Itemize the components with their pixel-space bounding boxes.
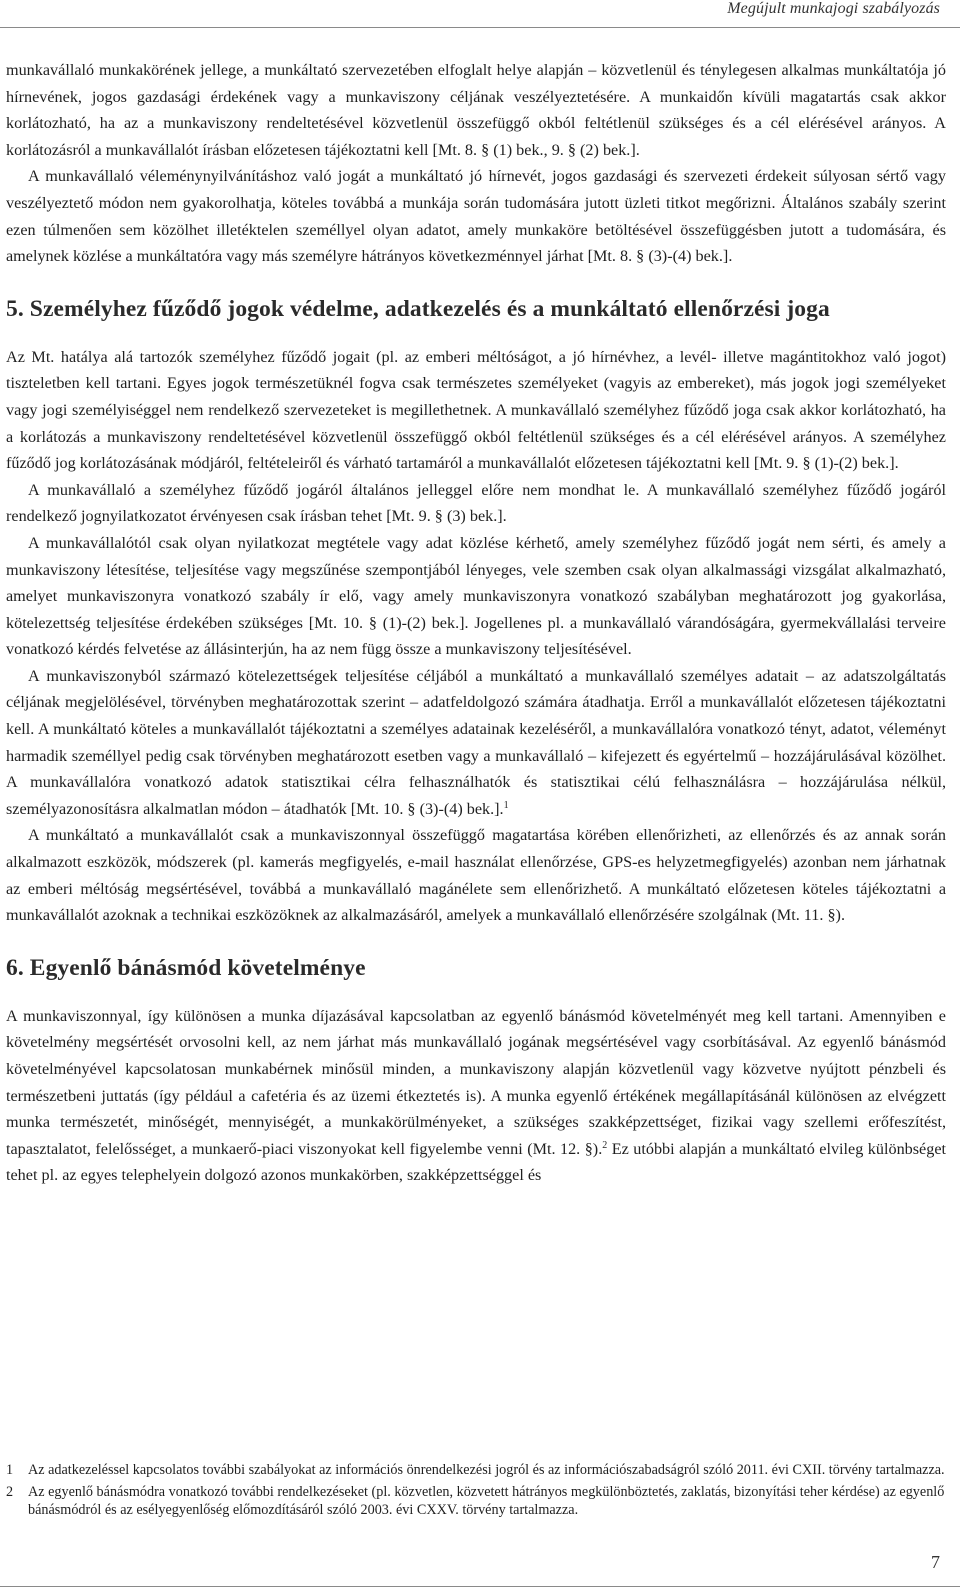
paragraph-equal-treatment-text: A munkaviszonnyal, így különösen a munka díjazásával kapcsolatban az egyenlő bánásmód követelményét meg kell tartani. Amennyiben e követelmény megsértését orvosolni kell, az nem járhat más munkavállaló jogának megsértésével vagy csorbításával. Az egyenlő bánásmód követelményével kapcsolatosan munkabérnek minősül minden, a munkaviszony alapján közvetlenül vagy közvetve nyújtott pénzbeli és természetbeni juttatás (így például a cafetéria és az üzemi étkeztetés is). A munka egyenlő értékének megállapításánál különösen az elvégzett munka természetét, minőségét, mennyiségét, a munkakörülményeket, a szükséges szakképzettséget, fizikai vagy szellemi erőfeszítést, tapasztalatot, felelősséget, a munkaerő-piaci viszonyokat kell figyelembe venni (Mt. 12. §). bbox=[6, 1006, 946, 1158]
paragraph-expression-rights: A munkavállaló véleménynyilvánításhoz való jogát a munkáltató jó hírnevét, jogos gazdasági és szervezeti érdekeit súlyosan sértő vagy veszélyeztető módon nem gyakorolhatja, köteles továbbá a munkája során tudomására jutott üzleti titkot megőrizni. Általános szabály szerint ezen túlmenően sem közölhet illetéktelen személlyel olyan adatot, amely munkaköre betöltésével összefüggésben jutott a tudomására, és amelynek közlése a munkáltatóra vagy más személyre hátrányos következménnyel járhat [Mt. 8. § (3)-(4) bek.]. bbox=[6, 167, 946, 266]
body-text bbox=[6, 57, 946, 1189]
section-5-heading: 5. Személyhez fűződő jogok védelme, adatkezelés és a munkáltató ellenőrzési joga bbox=[6, 295, 830, 322]
paragraph-continued: munkavállaló munkakörének jellege, a munkáltató szervezetében elfoglalt helye alapján – közvetlenül és ténylegesen alkalmas munkáltatója jó hírnevének, jogos gazdasági érdekének vagy a munkaviszony céljának veszélyeztetésére. A munkaidőn kívüli magatartás csak akkor korlátozható, ha az a munkaviszony rendeltetésével közvetlenül összefüggő okból feltétlenül szükséges és a cél elérésével arányos. A korlátozásról a munkavállalót írásban előzetesen tájékoztatni kell [Mt. 8. § (1) bek., 9. § (2) bek.]. bbox=[6, 61, 946, 159]
paragraph-data-processing-text: A munkaviszonyból származó kötelezettségek teljesítése céljából a munkáltató a munkavállaló személyes adatait – az adatszolgáltatás céljának megjelölésével, törvényben meghatározottak szerint – adatfeldolgozó számára átadhatja. Erről a munkavállalót előzetesen tájékoztatni kell. A munkáltató köteles a munkavállalót tájékoztatni a személyes adatainak kezeléséről, a munkavállalóra vonatkozó tényt, adatot, véleményt harmadik személlyel pedig csak törvényben meghatározott esetben vagy a munkavállaló – kifejezett és egyértelmű – hozzájárulásával közölhet. A munkavállalóra vonatkozó adatok statisztikai célra felhasználhatók és statisztikai célú felhasználásra – hozzájárulása nélkül, személyazonosításra alkalmatlan módon – átadhatók [Mt. 10. § (3)-(4) bek.]. bbox=[6, 666, 946, 818]
paragraph-equal-treatment bbox=[6, 1003, 946, 1189]
page-number: 7 bbox=[931, 1552, 940, 1572]
paragraph-monitoring: A munkáltató a munkavállalót csak a munkaviszonnyal összefüggő magatartása körében ellenőrizheti, az ellenőrzés és az annak során alkalmazott eszközök, módszerek (pl. kamerás megfigyelés, e-mail használat ellenőrzése, GPS-es helyzetmegfigyelés) azonban nem járhatnak az emberi méltóság megsértésével, továbbá a munkavállaló magánélete sem ellenőrizhető. A munkáltató előzetesen köteles tájékoztatni a munkavállalót azoknak a technikai eszközöknek az alkalmazásáról, amelyek a munkavállaló ellenőrzésére szolgálnak (Mt. 11. §). bbox=[6, 826, 946, 925]
paragraph-equal-treatment-tail: Ez utóbbi alapján a munkáltató elvileg különbséget tehet pl. az egyes telephelyein dolgozó azonos munkakörben, szakképzettséggel és bbox=[6, 1139, 947, 1185]
footnote-ref-1[interactable]: 1 bbox=[503, 799, 509, 811]
footnote-number: 2 bbox=[6, 1484, 14, 1500]
footnote-2 bbox=[6, 1483, 946, 1519]
paragraph-personality-rights: Az Mt. hatálya alá tartozók személyhez fűződő jogait (pl. az emberi méltóságot, a jó hírnévhez, a levél- illetve magántitokhoz való jogot) tiszteletben kell tartani. Egyes jogok természetüknél fogva csak természetes személyeket (vagyis az embereket), más jogok jogi személyeket vagy jogi személyiséggel nem rendelkező szervezeteket is megillethetnek. A munkavállaló személyhez fűződő joga csak akkor korlátozható, ha a korlátozás a munkaviszony rendeltetésével közvetlenül összefüggő okból feltétlenül szükséges és a cél elérésével arányos. A személyhez fűződő jog korlátozásának módjáról, feltételeiről és várható tartamáról a munkavállalót előzetesen tájékoztatni kell [Mt. 9. § (1)-(2) bek.]. bbox=[6, 347, 946, 473]
footnote-number: 1 bbox=[6, 1462, 14, 1478]
paragraph-waiver: A munkavállaló a személyhez fűződő jogáról általános jelleggel előre nem mondhat le. A munkavállaló személyhez fűződő jogáról rendelkező jognyilatkozatot érvényesen csak írásban tehet [Mt. 9. § (3) bek.]. bbox=[6, 480, 946, 526]
section-6-heading: 6. Egyenlő bánásmód követelménye bbox=[6, 954, 366, 981]
footnote-text: Az adatkezeléssel kapcsolatos további szabályokat az információs önrendelkezési jogról és az információszabadságról szóló 2011. évi CXII. törvény tartalmazza. bbox=[28, 1462, 945, 1478]
bottom-divider bbox=[0, 1586, 960, 1587]
paragraph-statements: A munkavállalótól csak olyan nyilatkozat megtétele vagy adat közlése kérhető, amely személyhez fűződő jogát nem sérti, és amely a munkaviszony létesítése, teljesítése vagy megszűnése szempontjából lényeges, vele szemben csak olyan alkalmassági vizsgálat alkalmazható, amelyet munkaviszonyra vonatkozó szabály ír elő, vagy amely munkaviszonyra vonatkozó szabályban meghatározott jog gyakorlása, kötelezettség teljesítése érdekében szükséges [Mt. 10. § (1)-(2) bek.]. Jogellenes pl. a munkavállaló várandóságára, gyermekvállalási terveire vonatkozó kérdés felvetése az állásinterjún, ha az nem függ össze a munkaviszony teljesítésével. bbox=[6, 533, 946, 659]
footnote-ref-2[interactable]: 2 bbox=[602, 1139, 608, 1151]
footnote-text: Az egyenlő bánásmódra vonatkozó további rendelkezéseket (pl. közvetlen, közvetett hátrányos megkülönböztetés, zaklatás, bizonyítási teher kérdése) az egyenlő bánásmódról és az esélyegyenlőség előmozdításáról szóló 2003. évi CXXV. törvény tartalmazza. bbox=[28, 1484, 945, 1518]
paragraph-data-processing bbox=[6, 663, 946, 823]
footnote-1 bbox=[6, 1461, 946, 1479]
footnotes bbox=[6, 1461, 946, 1523]
header-divider bbox=[0, 27, 960, 28]
running-header: Megújult munkajogi szabályozás bbox=[727, 0, 940, 17]
